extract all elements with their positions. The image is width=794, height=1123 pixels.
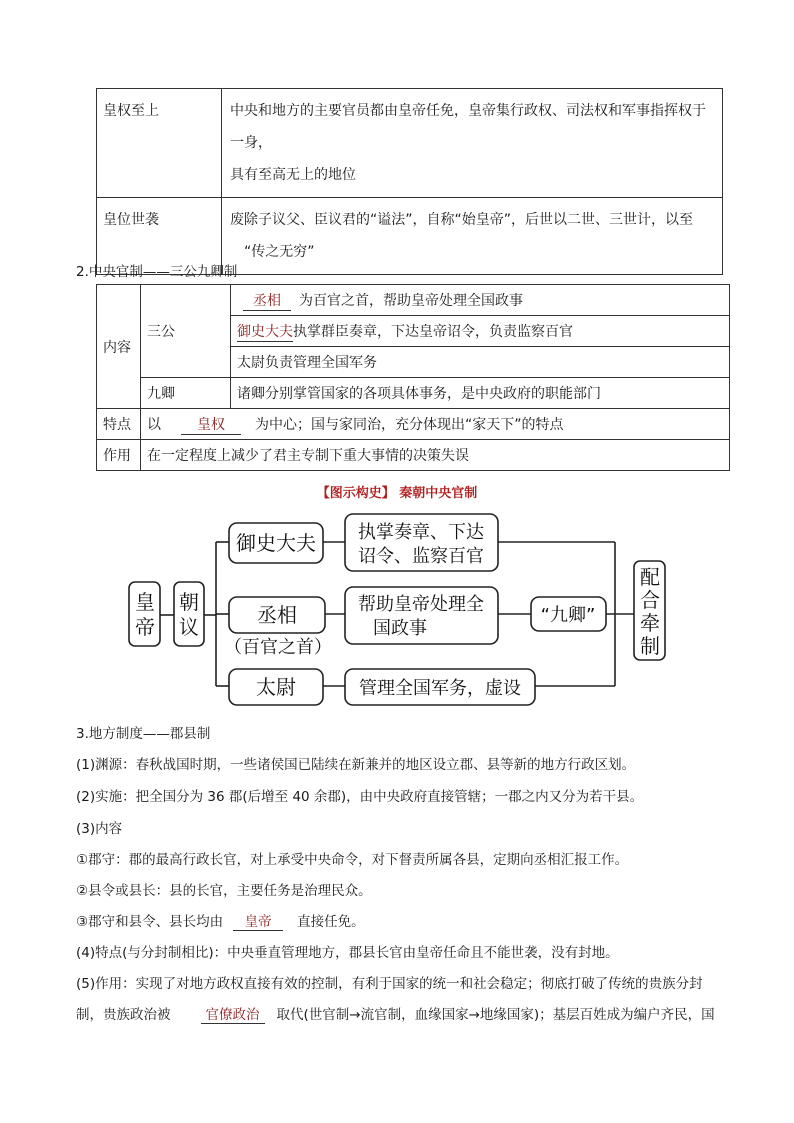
chengxiang-desc: 帮助皇帝处理全 xyxy=(358,594,484,615)
section-title: 2.中央官制——三公九卿制 xyxy=(76,264,238,280)
taiwei-label: 太尉 xyxy=(256,675,296,699)
court-char: 议 xyxy=(179,615,199,639)
row-text: 具有至高无上的地位 xyxy=(230,167,356,183)
cell-text: 太尉负责管理全国军务 xyxy=(231,347,730,378)
yushi-desc: 诏令、监察百官 xyxy=(358,546,484,567)
text: ③郡守和县令、县长均由 xyxy=(76,914,224,930)
paragraph: (1)渊源：春秋战国时期，一些诸侯国已陆续在新兼并的地区设立郡、县等新的地方行政区划。 xyxy=(76,757,636,773)
emperor-char: 帝 xyxy=(135,615,155,639)
cell-text: 执掌群臣奏章，下达皇帝诏令，负责监察百官 xyxy=(293,323,573,340)
row-text: 废除子议父、臣议君的“谥法”，自称“始皇帝”，后世以二世、三世计，以至 xyxy=(230,212,694,228)
cell-text: 在一定程度上减少了君主专制下重大事情的决策失误 xyxy=(141,440,730,471)
cell-text: 为百官之首，帮助皇帝处理全国政事 xyxy=(299,292,523,309)
answer-blank: 丞相 xyxy=(243,290,291,311)
cooperate-char: 制 xyxy=(640,634,660,658)
text: 直接任免。 xyxy=(297,914,365,930)
jiuqing-label: 九卿 xyxy=(141,378,231,409)
feature-label: 特点 xyxy=(97,409,141,440)
row-key: 皇权至上 xyxy=(97,89,222,198)
cooperate-char: 配 xyxy=(640,565,660,589)
paragraph: (3)内容 xyxy=(76,821,123,837)
cell-text: 以 xyxy=(147,416,161,433)
court-char: 朝 xyxy=(179,590,199,614)
paragraph xyxy=(76,910,365,931)
emperor-char: 皇 xyxy=(135,590,155,614)
jiuqing-label: “九卿” xyxy=(540,605,596,626)
paragraph: (5)作用：实现了对地方政权直接有效的控制，有利于国家的统一和社会稳定；彻底打破了传统的贵族分封 xyxy=(76,976,703,992)
answer-blank: 御史大夫 xyxy=(237,321,293,342)
cell-text: 诸卿分别掌管国家的各项具体事务，是中央政府的职能部门 xyxy=(231,378,730,409)
text: 取代(世官制→流官制，血缘国家→地缘国家)；基层百姓成为编户齐民，国 xyxy=(276,1007,715,1023)
section-title: 3.地方制度——郡县制 xyxy=(76,726,211,742)
chengxiang-desc: 国政事 xyxy=(373,618,427,639)
paragraph: ①郡守：郡的最高行政长官，对上承受中央命令，对下督责所属各县，定期向丞相汇报工作。 xyxy=(76,852,629,868)
row-key: 皇位世袭 xyxy=(97,198,222,275)
paragraph: ②县令或县长：县的长官，主要任务是治理民众。 xyxy=(76,883,372,899)
cooperate-char: 合 xyxy=(640,588,660,612)
effect-label: 作用 xyxy=(97,440,141,471)
text: 制，贵族政治被 xyxy=(76,1007,171,1023)
taiwei-desc: 管理全国军务，虚设 xyxy=(359,678,521,699)
paragraph: (4)特点(与分封制相比)：中央垂直管理地方，郡县长官由皇帝任命且不能世袭，没有封地。 xyxy=(76,945,619,961)
paragraph xyxy=(76,1003,715,1024)
figure-title: 【图示构史】 秦朝中央官制 xyxy=(316,486,478,501)
row-text: “传之无穷” xyxy=(244,244,315,260)
answer-blank: 官僚政治 xyxy=(201,1003,265,1024)
cell-text: 为中心；国与家同治，充分体现出“家天下”的特点 xyxy=(255,416,564,433)
row-text: 中央和地方的主要官员都由皇帝任免，皇帝集行政权、司法权和军事指挥权于一身， xyxy=(230,103,706,151)
cooperate-char: 牵 xyxy=(640,611,660,635)
sangong-label: 三公 xyxy=(141,285,231,378)
yushi-desc: 执掌奏章、下达 xyxy=(358,522,484,543)
answer-blank: 皇权 xyxy=(181,414,241,435)
paragraph: (2)实施：把全国分为 36 郡(后增至 40 余郡)，由中央政府直接管辖；一郡之内又分为若干县。 xyxy=(76,789,644,805)
answer-blank: 皇帝 xyxy=(233,910,283,931)
content-label: 内容 xyxy=(97,285,141,409)
yushi-label: 御史大夫 xyxy=(236,531,316,555)
chengxiang-note: （百官之首） xyxy=(224,637,332,658)
chengxiang-label: 丞相 xyxy=(257,603,297,627)
